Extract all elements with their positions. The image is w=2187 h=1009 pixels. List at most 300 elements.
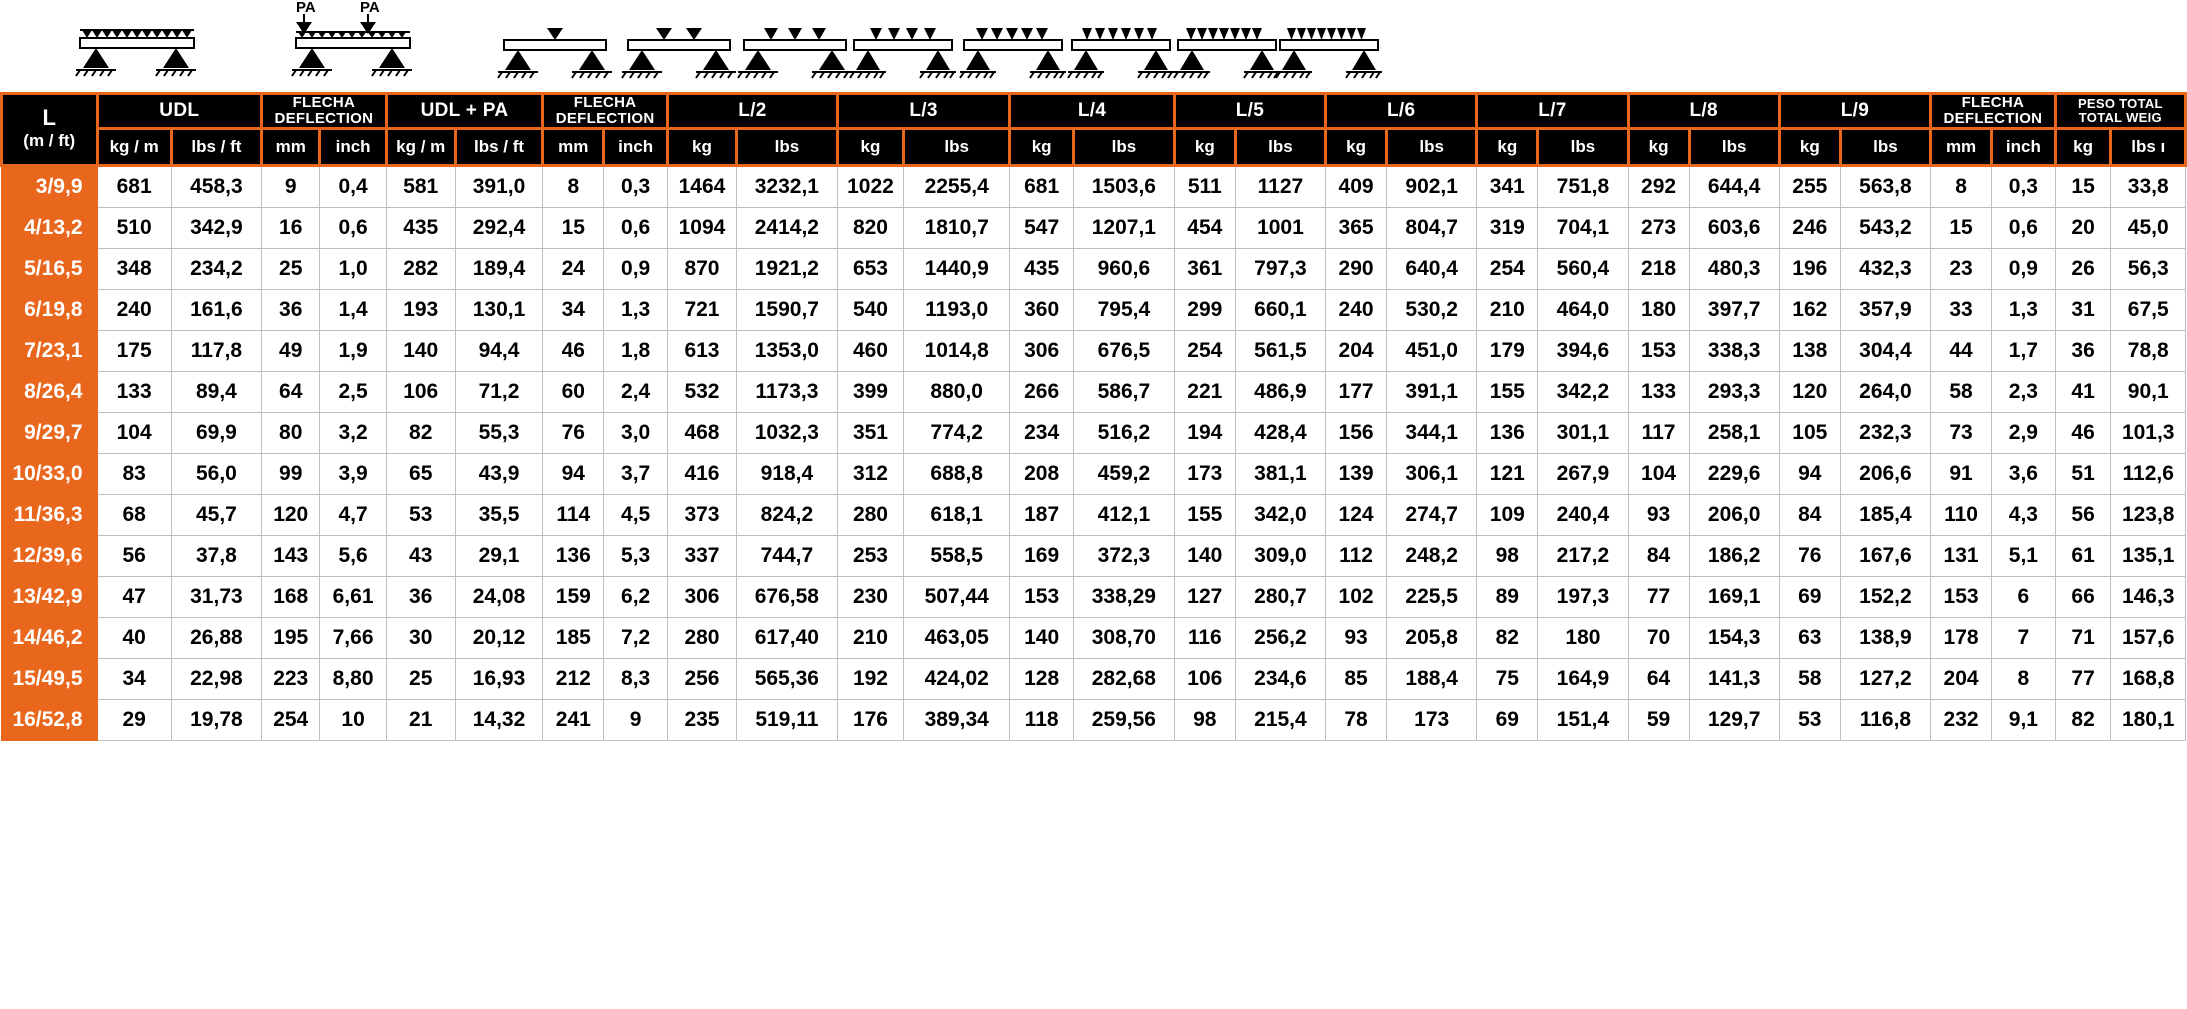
table-cell: 341	[1477, 165, 1538, 207]
table-cell: 116,8	[1840, 699, 1930, 740]
header-group-1: UDL	[97, 94, 262, 129]
table-cell: 1001	[1235, 207, 1325, 248]
table-cell: 153	[1931, 576, 1992, 617]
table-cell: 301,1	[1538, 412, 1628, 453]
table-cell: 153	[1628, 330, 1689, 371]
table-cell: 6	[1992, 576, 2056, 617]
header-group-8: L/5	[1174, 94, 1325, 129]
header-unit-13-2: inch	[1992, 128, 2056, 165]
table-cell: 0,9	[1992, 248, 2056, 289]
table-cell: 617,40	[736, 617, 837, 658]
table-cell: 29,1	[455, 535, 543, 576]
table-cell: 188,4	[1387, 658, 1477, 699]
table-cell: 4,5	[604, 494, 668, 535]
table-cell: 36	[262, 289, 320, 330]
table-cell: 77	[1628, 576, 1689, 617]
table-cell: 516,2	[1073, 412, 1174, 453]
table-cell: 558,5	[904, 535, 1010, 576]
table-cell: 136	[543, 535, 604, 576]
table-cell: 9,1	[1992, 699, 2056, 740]
header-unit-9-1: kg	[1326, 128, 1387, 165]
table-cell: 234	[1010, 412, 1074, 453]
table-cell: 197,3	[1538, 576, 1628, 617]
table-cell: 94,4	[455, 330, 543, 371]
table-cell: 308,70	[1073, 617, 1174, 658]
table-cell: 138,9	[1840, 617, 1930, 658]
table-cell: 394,6	[1538, 330, 1628, 371]
table-cell: 53	[386, 494, 455, 535]
table-cell: 246	[1779, 207, 1840, 248]
table-cell: 123,8	[2111, 494, 2186, 535]
table-cell: 82	[386, 412, 455, 453]
table-cell: 9	[604, 699, 668, 740]
table-cell: 164,9	[1538, 658, 1628, 699]
table-cell: 1173,3	[736, 371, 837, 412]
table-cell: 688,8	[904, 453, 1010, 494]
header-span-title: L	[42, 105, 56, 131]
header-span-units: (m / ft)	[23, 131, 76, 151]
table-cell: 154,3	[1689, 617, 1779, 658]
table-cell: 676,58	[736, 576, 837, 617]
table-cell: 1440,9	[904, 248, 1010, 289]
table-cell: 185	[543, 617, 604, 658]
table-cell: 177	[1326, 371, 1387, 412]
table-cell: 581	[386, 165, 455, 207]
table-cell: 3232,1	[736, 165, 837, 207]
header-group-10: L/7	[1477, 94, 1628, 129]
table-cell: 15	[2055, 165, 2111, 207]
table-cell: 139	[1326, 453, 1387, 494]
table-cell: 133	[97, 371, 171, 412]
table-cell: 117	[1628, 412, 1689, 453]
table-cell: 9	[262, 165, 320, 207]
table-cell: 240	[1326, 289, 1387, 330]
table-cell: 205,8	[1387, 617, 1477, 658]
table-cell: 1921,2	[736, 248, 837, 289]
table-cell: 76	[1779, 535, 1840, 576]
table-cell: 19,78	[171, 699, 261, 740]
table-cell: 3,6	[1992, 453, 2056, 494]
table-row	[2, 699, 2186, 740]
table-cell: 206,6	[1840, 453, 1930, 494]
table-cell: 43	[386, 535, 455, 576]
table-cell: 58	[1779, 658, 1840, 699]
header-unit-2-1: mm	[262, 128, 320, 165]
table-cell: 204	[1326, 330, 1387, 371]
table-cell: 89	[1477, 576, 1538, 617]
table-cell: 751,8	[1538, 165, 1628, 207]
table-cell: 312	[837, 453, 903, 494]
table-cell: 68	[97, 494, 171, 535]
table-cell: 47	[97, 576, 171, 617]
table-cell: 458,3	[171, 165, 261, 207]
table-cell: 235	[667, 699, 736, 740]
row-span-label: 12/39,6	[2, 535, 98, 576]
header-group-4: FLECHA DEFLECTION	[543, 94, 668, 129]
table-cell: 114	[543, 494, 604, 535]
table-cell: 460	[837, 330, 903, 371]
table-cell: 603,6	[1689, 207, 1779, 248]
table-cell: 0,3	[604, 165, 668, 207]
table-cell: 280	[837, 494, 903, 535]
table-cell: 8,3	[604, 658, 668, 699]
header-unit-3-2: lbs / ft	[455, 128, 543, 165]
header-unit-14-1: kg	[2055, 128, 2111, 165]
table-cell: 704,1	[1538, 207, 1628, 248]
header-unit-6-1: kg	[837, 128, 903, 165]
row-span-label: 14/46,2	[2, 617, 98, 658]
table-cell: 118	[1010, 699, 1074, 740]
row-span-label: 7/23,1	[2, 330, 98, 371]
table-cell: 240,4	[1538, 494, 1628, 535]
row-span-label: 4/13,2	[2, 207, 98, 248]
table-cell: 804,7	[1387, 207, 1477, 248]
table-cell: 56	[97, 535, 171, 576]
table-cell: 342,2	[1538, 371, 1628, 412]
table-row	[2, 330, 2186, 371]
table-row	[2, 289, 2186, 330]
table-row	[2, 658, 2186, 699]
table-cell: 1,3	[604, 289, 668, 330]
table-row	[2, 248, 2186, 289]
table-cell: 7,66	[320, 617, 386, 658]
header-unit-9-2: lbs	[1387, 128, 1477, 165]
header-unit-3-1: kg / m	[386, 128, 455, 165]
header-group-6: L/3	[837, 94, 1009, 129]
table-cell: 106	[1174, 658, 1235, 699]
table-cell: 292	[1628, 165, 1689, 207]
table-cell: 2,5	[320, 371, 386, 412]
table-cell: 221	[1174, 371, 1235, 412]
udl-plus-point-load-beam-diagram	[288, 0, 420, 92]
table-cell: 69,9	[171, 412, 261, 453]
table-cell: 820	[837, 207, 903, 248]
table-row	[2, 576, 2186, 617]
table-cell: 121	[1477, 453, 1538, 494]
table-cell: 85	[1326, 658, 1387, 699]
table-cell: 391,1	[1387, 371, 1477, 412]
table-cell: 21	[386, 699, 455, 740]
table-cell: 309,0	[1235, 535, 1325, 576]
table-cell: 259,56	[1073, 699, 1174, 740]
table-cell: 180	[1628, 289, 1689, 330]
load-span-table	[0, 92, 2187, 741]
table-cell: 14,32	[455, 699, 543, 740]
table-cell: 1,8	[604, 330, 668, 371]
table-cell: 234,2	[171, 248, 261, 289]
table-cell: 78	[1326, 699, 1387, 740]
table-cell: 173	[1387, 699, 1477, 740]
table-cell: 1207,1	[1073, 207, 1174, 248]
table-cell: 180	[1538, 617, 1628, 658]
table-cell: 94	[543, 453, 604, 494]
table-cell: 69	[1477, 699, 1538, 740]
table-cell: 561,5	[1235, 330, 1325, 371]
table-cell: 76	[543, 412, 604, 453]
table-cell: 176	[837, 699, 903, 740]
table-cell: 82	[2055, 699, 2111, 740]
table-cell: 23	[1931, 248, 1992, 289]
table-row	[2, 412, 2186, 453]
table-cell: 169,1	[1689, 576, 1779, 617]
table-cell: 26,88	[171, 617, 261, 658]
table-cell: 41	[2055, 371, 2111, 412]
table-cell: 267,9	[1538, 453, 1628, 494]
table-cell: 721	[667, 289, 736, 330]
table-cell: 681	[97, 165, 171, 207]
table-cell: 152,2	[1840, 576, 1930, 617]
table-cell: 412,1	[1073, 494, 1174, 535]
table-cell: 138	[1779, 330, 1840, 371]
header-unit-13-1: mm	[1931, 128, 1992, 165]
table-cell: 58	[1931, 371, 1992, 412]
table-cell: 486,9	[1235, 371, 1325, 412]
table-cell: 22,98	[171, 658, 261, 699]
table-cell: 1022	[837, 165, 903, 207]
table-cell: 179	[1477, 330, 1538, 371]
table-cell: 560,4	[1538, 248, 1628, 289]
table-cell: 127	[1174, 576, 1235, 617]
table-cell: 306	[667, 576, 736, 617]
table-cell: 660,1	[1235, 289, 1325, 330]
table-cell: 795,4	[1073, 289, 1174, 330]
table-cell: 338,29	[1073, 576, 1174, 617]
table-cell: 644,4	[1689, 165, 1779, 207]
table-cell: 299	[1174, 289, 1235, 330]
table-cell: 240	[97, 289, 171, 330]
header-group-7: L/4	[1010, 94, 1175, 129]
table-cell: 273	[1628, 207, 1689, 248]
table-cell: 64	[1628, 658, 1689, 699]
table-cell: 153	[1010, 576, 1074, 617]
table-cell: 234,6	[1235, 658, 1325, 699]
table-row	[2, 165, 2186, 207]
table-cell: 71,2	[455, 371, 543, 412]
table-cell: 229,6	[1689, 453, 1779, 494]
table-cell: 140	[1174, 535, 1235, 576]
table-cell: 2,3	[1992, 371, 2056, 412]
table-cell: 223	[262, 658, 320, 699]
table-cell: 1094	[667, 207, 736, 248]
table-cell: 131	[1931, 535, 1992, 576]
table-cell: 175	[97, 330, 171, 371]
table-cell: 84	[1779, 494, 1840, 535]
table-cell: 33,8	[2111, 165, 2186, 207]
table-cell: 225,5	[1387, 576, 1477, 617]
table-cell: 56,0	[171, 453, 261, 494]
table-cell: 187	[1010, 494, 1074, 535]
table-cell: 24,08	[455, 576, 543, 617]
table-cell: 6,61	[320, 576, 386, 617]
table-cell: 432,3	[1840, 248, 1930, 289]
table-cell: 248,2	[1387, 535, 1477, 576]
row-span-label: 11/36,3	[2, 494, 98, 535]
header-group-2: FLECHA DEFLECTION	[262, 94, 387, 129]
table-cell: 43,9	[455, 453, 543, 494]
header-unit-10-2: lbs	[1538, 128, 1628, 165]
table-cell: 30	[386, 617, 455, 658]
table-cell: 15	[543, 207, 604, 248]
table-cell: 264,0	[1840, 371, 1930, 412]
table-cell: 104	[97, 412, 171, 453]
table-cell: 3,7	[604, 453, 668, 494]
table-cell: 45,7	[171, 494, 261, 535]
table-cell: 464,0	[1538, 289, 1628, 330]
table-cell: 7	[1992, 617, 2056, 658]
table-cell: 282,68	[1073, 658, 1174, 699]
quarter-span-point-load-beam-diagram	[736, 0, 854, 92]
table-cell: 29	[97, 699, 171, 740]
table-cell: 0,6	[1992, 207, 2056, 248]
table-row	[2, 371, 2186, 412]
table-cell: 36	[2055, 330, 2111, 371]
table-cell: 112,6	[2111, 453, 2186, 494]
table-cell: 25	[386, 658, 455, 699]
table-cell: 93	[1326, 617, 1387, 658]
table-cell: 1,9	[320, 330, 386, 371]
table-cell: 306,1	[1387, 453, 1477, 494]
table-cell: 67,5	[2111, 289, 2186, 330]
table-cell: 124	[1326, 494, 1387, 535]
table-cell: 60	[543, 371, 604, 412]
table-cell: 141,3	[1689, 658, 1779, 699]
table-cell: 56,3	[2111, 248, 2186, 289]
table-cell: 130,1	[455, 289, 543, 330]
table-cell: 1032,3	[736, 412, 837, 453]
header-sub-row	[2, 128, 2186, 165]
table-row	[2, 494, 2186, 535]
table-cell: 210	[837, 617, 903, 658]
table-cell: 94	[1779, 453, 1840, 494]
table-cell: 254	[1174, 330, 1235, 371]
table-cell: 178	[1931, 617, 1992, 658]
table-cell: 102	[1326, 576, 1387, 617]
table-cell: 357,9	[1840, 289, 1930, 330]
table-cell: 204	[1931, 658, 1992, 699]
table-cell: 351	[837, 412, 903, 453]
header-group-11: L/8	[1628, 94, 1779, 129]
table-cell: 128	[1010, 658, 1074, 699]
table-cell: 195	[262, 617, 320, 658]
table-cell: 361	[1174, 248, 1235, 289]
table-cell: 530,2	[1387, 289, 1477, 330]
table-cell: 33	[1931, 289, 1992, 330]
table-cell: 127,2	[1840, 658, 1930, 699]
udl-beam-diagram	[72, 0, 202, 92]
table-cell: 797,3	[1235, 248, 1325, 289]
table-cell: 206,0	[1689, 494, 1779, 535]
table-cell: 532	[667, 371, 736, 412]
header-unit-5-1: kg	[667, 128, 736, 165]
table-cell: 8	[1931, 165, 1992, 207]
row-span-label: 13/42,9	[2, 576, 98, 617]
table-cell: 519,11	[736, 699, 837, 740]
table-cell: 306	[1010, 330, 1074, 371]
header-unit-7-1: kg	[1010, 128, 1074, 165]
table-cell: 676,5	[1073, 330, 1174, 371]
table-row	[2, 453, 2186, 494]
table-cell: 89,4	[171, 371, 261, 412]
table-cell: 1810,7	[904, 207, 1010, 248]
table-cell: 824,2	[736, 494, 837, 535]
header-group-3: UDL + PA	[386, 94, 543, 129]
table-cell: 146,3	[2111, 576, 2186, 617]
table-cell: 681	[1010, 165, 1074, 207]
header-unit-7-2: lbs	[1073, 128, 1174, 165]
table-cell: 156	[1326, 412, 1387, 453]
beam-diagram-strip	[0, 0, 2187, 92]
table-cell: 918,4	[736, 453, 837, 494]
table-cell: 870	[667, 248, 736, 289]
table-cell: 168	[262, 576, 320, 617]
header-unit-8-1: kg	[1174, 128, 1235, 165]
header-group-14: PESO TOTAL TOTAL WEIG	[2055, 94, 2185, 129]
table-row	[2, 535, 2186, 576]
table-row	[2, 617, 2186, 658]
table-cell: 2,4	[604, 371, 668, 412]
table-cell: 98	[1174, 699, 1235, 740]
table-cell: 90,1	[2111, 371, 2186, 412]
header-unit-4-1: mm	[543, 128, 604, 165]
table-cell: 185,4	[1840, 494, 1930, 535]
table-cell: 1464	[667, 165, 736, 207]
header-unit-10-1: kg	[1477, 128, 1538, 165]
table-cell: 1590,7	[736, 289, 837, 330]
table-cell: 254	[1477, 248, 1538, 289]
table-cell: 399	[837, 371, 903, 412]
table-cell: 256	[667, 658, 736, 699]
header-unit-12-2: lbs	[1840, 128, 1930, 165]
table-cell: 155	[1477, 371, 1538, 412]
table-cell: 389,34	[904, 699, 1010, 740]
header-unit-5-2: lbs	[736, 128, 837, 165]
table-cell: 8	[543, 165, 604, 207]
table-cell: 82	[1477, 617, 1538, 658]
table-cell: 563,8	[1840, 165, 1930, 207]
table-cell: 35,5	[455, 494, 543, 535]
row-span-label: 10/33,0	[2, 453, 98, 494]
row-span-label: 8/26,4	[2, 371, 98, 412]
table-cell: 133	[1628, 371, 1689, 412]
table-cell: 20,12	[455, 617, 543, 658]
table-cell: 143	[262, 535, 320, 576]
table-cell: 468	[667, 412, 736, 453]
table-cell: 4,7	[320, 494, 386, 535]
table-cell: 435	[1010, 248, 1074, 289]
table-cell: 543,2	[1840, 207, 1930, 248]
table-cell: 40	[97, 617, 171, 658]
table-cell: 93	[1628, 494, 1689, 535]
table-cell: 71	[2055, 617, 2111, 658]
table-cell: 157,6	[2111, 617, 2186, 658]
table-cell: 274,7	[1387, 494, 1477, 535]
table-cell: 105	[1779, 412, 1840, 453]
table-cell: 101,3	[2111, 412, 2186, 453]
table-cell: 2,9	[1992, 412, 2056, 453]
table-cell: 98	[1477, 535, 1538, 576]
table-cell: 880,0	[904, 371, 1010, 412]
table-cell: 36	[386, 576, 455, 617]
table-cell: 293,3	[1689, 371, 1779, 412]
row-span-label: 15/49,5	[2, 658, 98, 699]
table-cell: 46	[543, 330, 604, 371]
table-cell: 120	[1779, 371, 1840, 412]
table-cell: 282	[386, 248, 455, 289]
table-cell: 1,7	[1992, 330, 2056, 371]
table-cell: 44	[1931, 330, 1992, 371]
table-cell: 3,2	[320, 412, 386, 453]
table-cell: 180,1	[2111, 699, 2186, 740]
